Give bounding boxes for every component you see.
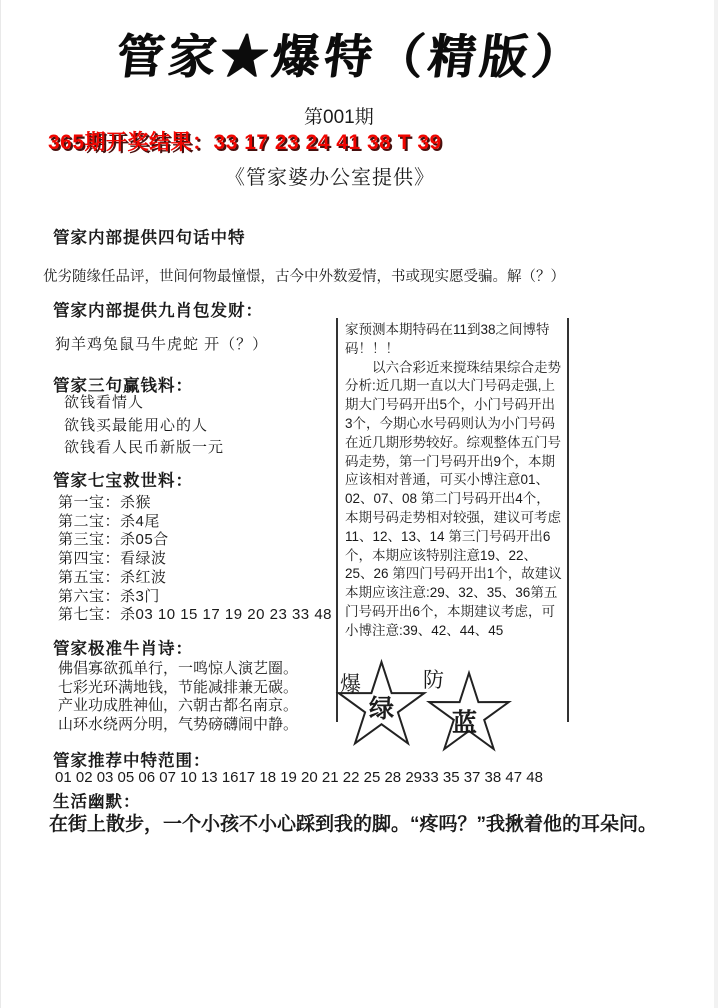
- money-line: 欲钱看人民币新版一元: [64, 439, 225, 456]
- poem-line: 七彩光环满地钱，节能减排兼无碳。: [58, 678, 299, 696]
- poem-line: 产业功成胜神仙，六朝古都名南京。: [58, 697, 299, 714]
- section-header-seven-treasure: 管家七宝救世料：: [53, 472, 193, 490]
- blue-star-text: 蓝: [452, 709, 478, 737]
- section-header-three-money: 管家三句赢钱料：: [53, 377, 193, 395]
- analysis-intro: 家预测本期特码在11到38之间博特码！！！: [345, 322, 550, 356]
- seven-treasure-lines: [58, 494, 332, 625]
- treasure-line: 第六宝：杀3门: [58, 587, 160, 605]
- section-header-humor: 生活幽默：: [53, 793, 141, 811]
- treasure-line: 第一宝：杀猴: [58, 494, 152, 511]
- treasure-line: 第七宝：杀03 10 15 17 19 20 23 33 48: [58, 606, 333, 624]
- page-title: 管家★爆特（精版）: [112, 32, 588, 84]
- range-numbers: 01 02 03 05 06 07 10 13 1617 18 19 20 21 22 25 28 2933 35 37 38 47 48: [55, 769, 543, 786]
- money-line: 欲钱买最能用心的人: [64, 416, 209, 434]
- three-money-lines: [64, 392, 224, 460]
- section-header-ox-poem: 管家极准牛肖诗：: [53, 640, 193, 658]
- section-header-four-sentence: 管家内部提供四句话中特: [53, 229, 246, 247]
- humor-text: 在街上散步，一个小孩不小心踩到我的脚。“疼吗？”我揪着他的耳朵问。: [49, 814, 658, 835]
- treasure-line: 第五宝：杀红波: [58, 568, 167, 586]
- poem-line: 佛倡寡欲孤单行，一鸣惊人演艺圈。: [58, 660, 299, 677]
- section-header-nine-zodiac: 管家内部提供九肖包发财：: [53, 302, 263, 320]
- draw-result-line: 365期开奖结果：33 17 23 24 41 38 T 39: [48, 131, 442, 154]
- green-star-text: 绿: [369, 695, 395, 723]
- ox-poem-lines: [58, 660, 298, 734]
- treasure-line: 第二宝：杀4尾: [58, 512, 160, 530]
- issue-number: 第001期: [304, 107, 374, 128]
- guard-label: 防: [423, 669, 444, 692]
- treasure-line: 第四宝：看绿波: [58, 550, 167, 568]
- treasure-line: 第三宝：杀05合: [58, 531, 169, 549]
- provider-line: 《管家婆办公室提供》: [225, 167, 435, 189]
- analysis-body: 以六合彩近来搅珠结果综合走势分析:近几期一直以大门号码走强,上期大门号码开出5个，小门号码开出3个，今期心水号码则认为小门号码在近几期形势较好。综观整体五门号码走势，第一门号码开出9个，本期应该相对普通，可买小博注意01、02、07、08 第二门号码开出4个，本期号码走势相对较强，建议可考虑11、12、13、14 第三门号码开出6个，本期应该特别注意19、22、25、26 第四门号码开出1个，故建议本期应该注意:29、32、35、36第五门号码开出6个，本期建议考虑，可小博注意:39、42、44、45: [345, 359, 562, 638]
- poem-line: 山环水绕两分明，气势磅礴闹中静。: [58, 715, 299, 733]
- nine-zodiac-text: 狗羊鸡兔鼠马牛虎蛇 开（？）: [55, 336, 269, 353]
- money-line: 欲钱看情人: [64, 394, 145, 411]
- burst-label: 爆: [340, 673, 361, 696]
- four-sentence-text: 优劣随缘任品评，世间何物最憧憬，古今中外数爱情，书或现实愿受骗。解（？）: [43, 269, 565, 285]
- section-header-range: 管家推荐中特范围：: [53, 752, 211, 770]
